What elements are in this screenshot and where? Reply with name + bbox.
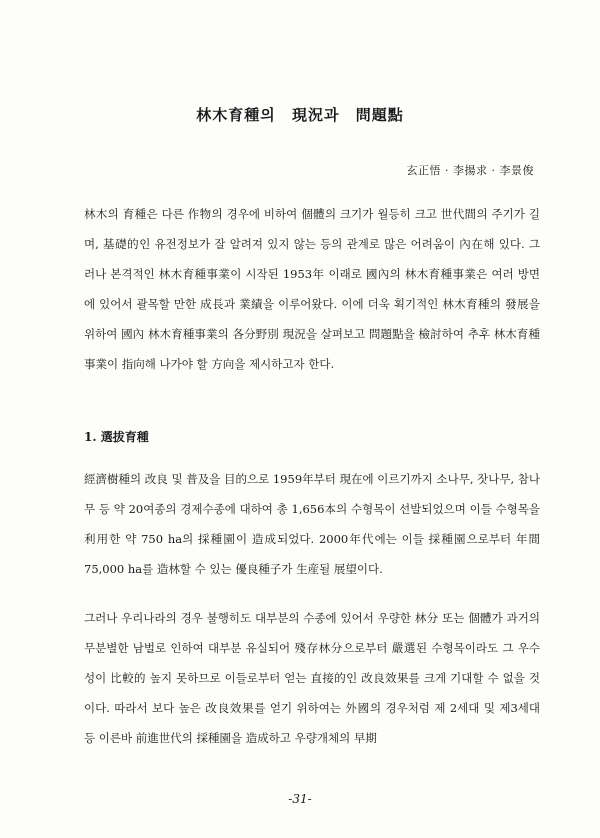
intro-paragraph: 林木의 育種은 다른 作物의 경우에 비하여 個體의 크기가 월등히 크고 世代間의 주기가 길며, 基礎的인 유전정보가 잘 알려져 있지 않는 등의 관계로 많은 어려움이 內在해 있다. 그러나 본격적인 林木育種事業이 시작된 1953年 이래로 國內의 林木育種事業은 여러 방면에 있어서 괄목할 만한 成長과 業績을 이루어왔다. 이에 더욱 획기적인 林木育種의 發展을 위하여 國內 林木育種事業의 各分野別 現況을 살펴보고 問題點을 檢討하여 추후 林木育種事業이 指向해 나가야 할 方向을 제시하고자 한다. [84,207,540,371]
section-paragraph: 經濟樹種의 改良 및 普及을 目的으로 1959年부터 現在에 이르기까지 소나무, 잣나무, 참나무 등 약 20여종의 경제수종에 대하여 총 1,656本의 수형목이 선발되었으며 이들 수형목을 利用한 약 750 ha의 採種園이 造成되었다. 2000年代에는 이들 採種園으로부터 年間 75,000 ha를 造林할 수 있는 優良種子가 生産될 展望이다. [84,472,540,576]
author-line: 玄正悟 · 李揚求 · 李景俊 [406,164,534,177]
section-paragraph: 그러나 우리나라의 경우 불행히도 대부분의 수종에 있어서 우량한 林分 또는 個體가 과거의 무분별한 남벌로 인하여 대부분 유실되어 殘存林分으로부터 嚴選된 수형목이라도 그 우수성이 比較的 높지 못하므로 이들로부터 얻는 直接的인 改良效果를 크게 기대할 수 없을 것이다. 따라서 보다 높은 改良效果를 얻기 위하여는 外國의 경우처럼 제 2세대 및 제3세대 등 이른바 前進世代의 採種園을 造成하고 우량개체의 早期 [84,611,540,745]
page-number: -31- [288,792,312,806]
document-title: 林木育種의 現況과 問題點 [196,106,404,124]
section-heading: 1. 選拔育種 [84,430,149,444]
